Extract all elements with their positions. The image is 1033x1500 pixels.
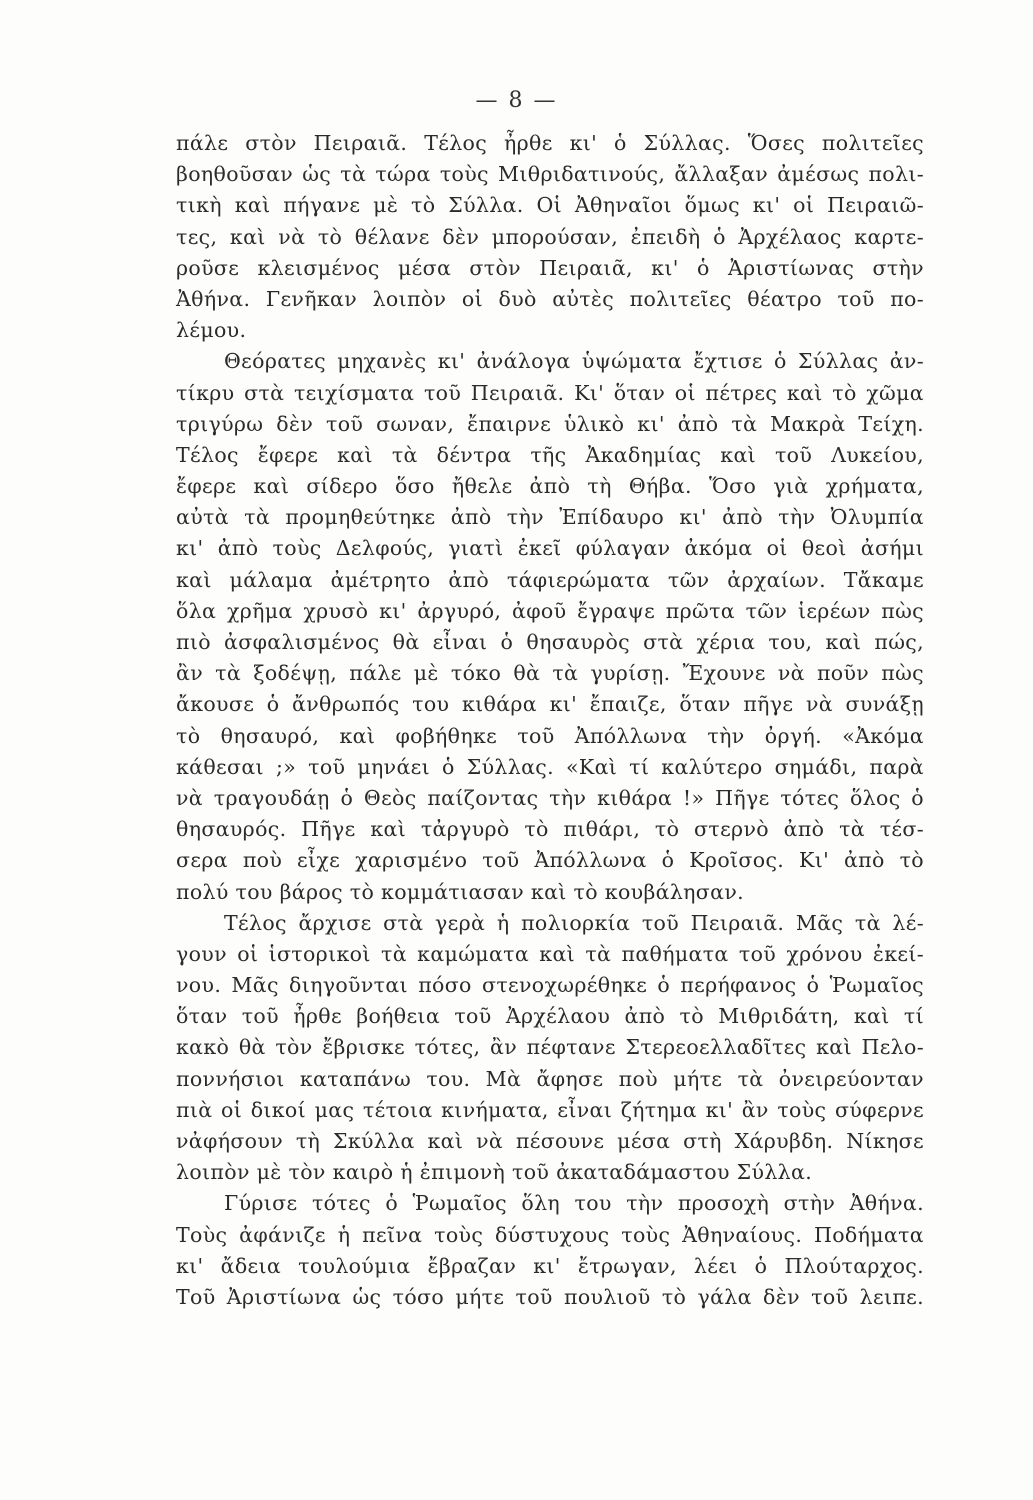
text-line: λοιπὸν μὲ τὸν καιρὸ ἡ ἐπιμονὴ τοῦ ἀκαταδάμαστου Σύλλα.	[176, 1160, 813, 1185]
text-line: τες, καὶ νὰ τὸ θέλανε δὲν μπορούσαν, ἐπειδὴ ὁ Ἀρχέλαος καρτε-	[176, 224, 924, 249]
text-line: βοηθοῦσαν ὡς τὰ τώρα τοὺς Μιθριδατινούς, ἄλλαξαν ἀμέσως πολι-	[176, 162, 924, 187]
text-line: πολύ του βάρος τὸ κομμάτιασαν καὶ τὸ κουβάλησαν.	[176, 879, 745, 904]
text-line: ἄκουσε ὁ ἄνθρωπός του κιθάρα κι' ἔπαιζε, ὅταν πῆγε νὰ συνάξῃ	[176, 692, 924, 717]
text-line: λέμου.	[176, 318, 247, 343]
text-line: τικὴ καὶ πήγανε μὲ τὸ Σύλλα. Οἱ Ἀθηναῖοι ὅμως κι' οἱ Πειραιῶ-	[176, 193, 924, 218]
page-number: — 8 —	[475, 88, 558, 113]
text-line: Τέλος ἄρχισε στὰ γερὰ ἡ πολιορκία τοῦ Πειραιᾶ. Μᾶς τὰ λέ-	[224, 910, 924, 935]
text-line: νἀφήσουν τὴ Σκύλλα καὶ νὰ πέσουνε μέσα στὴ Χάρυβδη. Νίκησε	[176, 1129, 924, 1153]
text-line: Θεόρατες μηχανὲς κι' ἀνάλογα ὑψώματα ἔχτισε ὁ Σύλλας ἀν-	[224, 349, 924, 374]
text-line: τὸ θησαυρό, καὶ φοβήθηκε τοῦ Ἀπόλλωνα τὴν ὀργή. «Ἀκόμα	[176, 723, 924, 748]
paragraph-1	[176, 128, 924, 346]
text-line: κακὸ θὰ τὸν ἔβρισκε τότες, ἂν πέφτανε Στερεοελλαδῖτες καὶ Πελο-	[176, 1035, 924, 1060]
text-line: Τοὺς ἀφάνιζε ἡ πεῖνα τοὺς δύστυχους τοὺς Ἀθηναίους. Ποδήματα	[176, 1222, 924, 1247]
paragraph-3	[176, 908, 924, 1189]
text-line: πιὰ οἱ δικοί μας τέτοια κινήματα, εἶναι ζήτημα κι' ἂν τοὺς σύφερνε	[176, 1097, 924, 1122]
text-line: Τέλος ἔφερε καὶ τὰ δέντρα τῆς Ἀκαδημίας καὶ τοῦ Λυκείου,	[176, 442, 924, 467]
text-line: γουν οἱ ἱστορικοὶ τὰ καμώματα καὶ τὰ παθήματα τοῦ χρόνου ἐκεί-	[176, 941, 924, 966]
text-line: αὐτὰ τὰ προμηθεύτηκε ἀπὸ τὴν Ἐπίδαυρο κι' ἀπὸ τὴν Ὀλυμπία	[176, 505, 924, 530]
text-line: Γύρισε τότες ὁ Ῥωμαῖος ὅλη του τὴν προσοχὴ στὴν Ἀθήνα.	[224, 1191, 924, 1216]
text-line: πάλε στὸν Πειραιᾶ. Τέλος ἦρθε κι' ὁ Σύλλας. Ὅσες πολιτεῖες	[176, 131, 924, 155]
body-text	[176, 128, 924, 1313]
text-line: σερα ποὺ εἶχε χαρισμένο τοῦ Ἀπόλλωνα ὁ Κροῖσος. Κι' ἀπὸ τὸ	[176, 848, 924, 873]
text-line: πιὸ ἀσφαλισμένος θὰ εἶναι ὁ θησαυρὸς στὰ χέρια του, καὶ πώς,	[176, 630, 924, 654]
paragraph-4	[176, 1188, 924, 1313]
text-line: ἔφερε καὶ σίδερο ὅσο ἤθελε ἀπὸ τὴ Θήβα. Ὅσο γιὰ χρήματα,	[176, 474, 924, 499]
text-line: Ἀθήνα. Γενῆκαν λοιπὸν οἱ δυὸ αὐτὲς πολιτεῖες θέατρο τοῦ πο-	[176, 286, 924, 311]
text-line: κι' ἀπὸ τοὺς Δελφούς, γιατὶ ἐκεῖ φύλαγαν ἀκόμα οἱ θεοὶ ἀσήμι	[176, 536, 924, 561]
text-line: Τοῦ Ἀριστίωνα ὡς τόσο μήτε τοῦ πουλιοῦ τὸ γάλα δὲν τοῦ λειπε.	[176, 1284, 924, 1309]
text-line: ὅλα χρῆμα χρυσὸ κι' ἀργυρό, ἀφοῦ ἔγραψε πρῶτα τῶν ἱερέων πὼς	[176, 598, 924, 623]
text-line: ἂν τὰ ξοδέψῃ, πάλε μὲ τόκο θὰ τὰ γυρίσῃ. Ἔχουνε νὰ ποῦν πὼς	[176, 661, 924, 686]
text-line: κι' ἄδεια τουλούμια ἔβραζαν κι' ἔτρωγαν, λέει ὁ Πλούταρχος.	[176, 1253, 924, 1278]
text-line: κάθεσαι ;» τοῦ μηνάει ὁ Σύλλας. «Καὶ τί καλύτερο σημάδι, παρὰ	[176, 754, 924, 779]
text-line: ὅταν τοῦ ἦρθε βοήθεια τοῦ Ἀρχέλαου ἀπὸ τὸ Μιθριδάτη, καὶ τί	[176, 1004, 924, 1029]
paragraph-2	[176, 346, 924, 907]
text-line: θησαυρός. Πῆγε καὶ τἀργυρὸ τὸ πιθάρι, τὸ στερνὸ ἀπὸ τὰ τέσ-	[176, 817, 924, 842]
text-line: τριγύρω δὲν τοῦ σωναν, ἔπαιρνε ὑλικὸ κι' ἀπὸ τὰ Μακρὰ Τείχη.	[176, 411, 924, 436]
text-line: νου. Μᾶς διηγοῦνται πόσο στενοχωρέθηκε ὁ περήφανος ὁ Ῥωμαῖος	[176, 973, 924, 998]
text-line: νὰ τραγουδάῃ ὁ Θεὸς παίζοντας τὴν κιθάρα !» Πῆγε τότες ὅλος ὁ	[176, 785, 924, 810]
text-line: ποννήσιοι καταπάνω του. Μὰ ἄφησε ποὺ μήτε τὰ ὀνειρεύονταν	[176, 1066, 924, 1091]
text-line: ροῦσε κλεισμένος μέσα στὸν Πειραιᾶ, κι' ὁ Ἀριστίωνας στὴν	[176, 255, 924, 280]
text-line: καὶ μάλαμα ἀμέτρητο ἀπὸ τάφιερώματα τῶν ἀρχαίων. Τἄκαμε	[176, 567, 924, 592]
text-line: τίκρυ στὰ τειχίσματα τοῦ Πειραιᾶ. Κι' ὅταν οἱ πέτρες καὶ τὸ χῶμα	[176, 380, 924, 405]
